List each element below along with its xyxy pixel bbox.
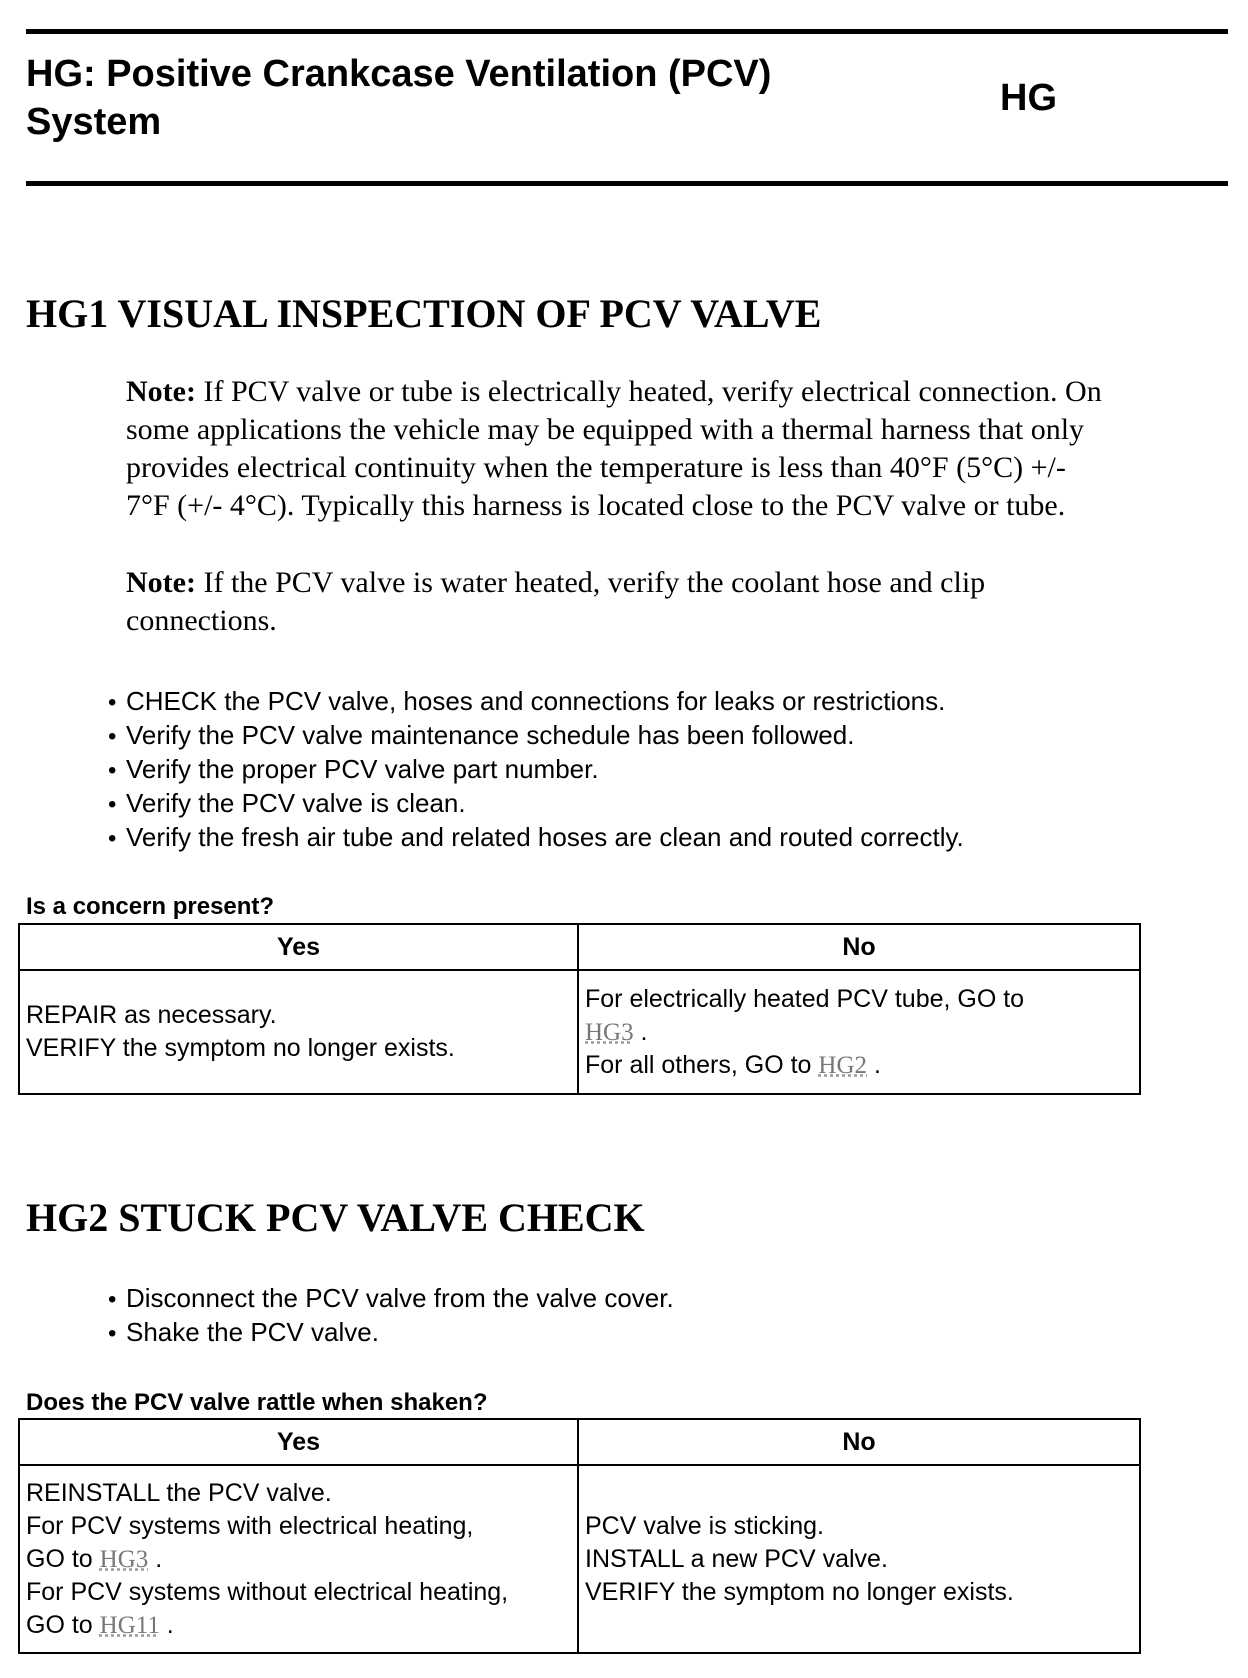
section-code: HG [1000, 77, 1057, 119]
cell-line: INSTALL a new PCV valve. [585, 1544, 888, 1573]
cell-line: For PCV systems with electrical heating, [26, 1511, 474, 1540]
link-hg3[interactable]: HG3 [99, 1545, 149, 1573]
note-label: Note: [126, 375, 196, 408]
list-item: • Disconnect the PCV valve from the valve cover. [108, 1281, 674, 1315]
hg1-checklist [108, 684, 964, 854]
no-header: No [578, 1419, 1140, 1465]
table-header-row [19, 924, 1140, 970]
cell-text: GO to [26, 1610, 100, 1639]
table-header-row [19, 1419, 1140, 1465]
hg2-heading: HG2 STUCK PCV VALVE CHECK [26, 1195, 645, 1240]
yes-header: Yes [19, 924, 578, 970]
yes-header: Yes [19, 1419, 578, 1465]
note-line: some applications the vehicle may be equipped with a thermal harness that only [126, 413, 1085, 446]
cell-line: REPAIR as necessary. [26, 1001, 277, 1029]
yes-cell [19, 970, 578, 1094]
page-title-line-2: System [26, 101, 162, 143]
link-suffix: . [148, 1544, 163, 1573]
link-suffix: . [867, 1050, 881, 1079]
note-line: connections. [126, 604, 277, 637]
list-item: • CHECK the PCV valve, hoses and connections for leaks or restrictions. [108, 684, 964, 718]
link-suffix: . [159, 1610, 174, 1639]
cell-line [585, 1016, 1133, 1049]
header-top-rule [26, 29, 1228, 34]
page-title [26, 50, 771, 146]
cell-line: VERIFY the symptom no longer exists. [26, 1034, 455, 1062]
list-item: • Verify the fresh air tube and related hoses are clean and routed correctly. [108, 820, 964, 854]
link-hg2[interactable]: HG2 [818, 1051, 868, 1079]
hg2-question: Does the PCV valve rattle when shaken? [26, 1389, 488, 1416]
hg1-decision-table [18, 923, 1141, 1095]
hg2-decision-table [18, 1418, 1141, 1654]
no-cell [578, 970, 1140, 1094]
hg1-heading: HG1 VISUAL INSPECTION OF PCV VALVE [26, 291, 822, 336]
cell-line [26, 1543, 571, 1576]
list-item: • Verify the proper PCV valve part number. [108, 752, 964, 786]
link-hg3[interactable]: HG3 [585, 1018, 634, 1046]
list-item: • Shake the PCV valve. [108, 1315, 674, 1349]
note-label: Note: [126, 566, 196, 599]
cell-line: REINSTALL the PCV valve. [26, 1478, 332, 1507]
note-line: 7°F (+/- 4°C). Typically this harness is located close to the PCV valve or tube. [126, 489, 1066, 522]
note-line [126, 373, 1226, 411]
table-row [19, 1465, 1140, 1653]
hg1-question: Is a concern present? [26, 893, 275, 920]
table-row [19, 970, 1140, 1094]
no-header: No [578, 924, 1140, 970]
cell-line: For electrically heated PCV tube, GO to [585, 984, 1025, 1013]
page-title-line-1: HG: Positive Crankcase Ventilation (PCV) [26, 53, 772, 95]
cell-line [585, 1049, 1133, 1082]
note-line [126, 564, 1226, 602]
yes-cell [19, 1465, 578, 1653]
note-text: If the PCV valve is water heated, verify the coolant hose and clip [195, 566, 986, 599]
list-item: • Verify the PCV valve is clean. [108, 786, 964, 820]
cell-line: For PCV systems without electrical heating, [26, 1577, 509, 1606]
hg2-checklist [108, 1281, 674, 1349]
note-text: If PCV valve or tube is electrically heated, verify electrical connection. On [195, 375, 1102, 408]
header-bottom-rule [26, 181, 1228, 186]
note-line: provides electrical continuity when the temperature is less than 40°F (5°C) +/- [126, 451, 1066, 484]
hg1-note-1 [126, 373, 1226, 525]
cell-text: For all others, GO to [585, 1050, 819, 1079]
hg1-note-2 [126, 564, 1226, 640]
cell-line [26, 1609, 571, 1642]
cell-text: GO to [26, 1544, 100, 1573]
list-item: • Verify the PCV valve maintenance schedule has been followed. [108, 718, 964, 752]
no-cell [578, 1465, 1140, 1653]
cell-line: VERIFY the symptom no longer exists. [585, 1577, 1014, 1606]
cell-line: PCV valve is sticking. [585, 1511, 824, 1540]
link-hg11[interactable]: HG11 [99, 1611, 160, 1639]
link-suffix: . [633, 1017, 648, 1046]
